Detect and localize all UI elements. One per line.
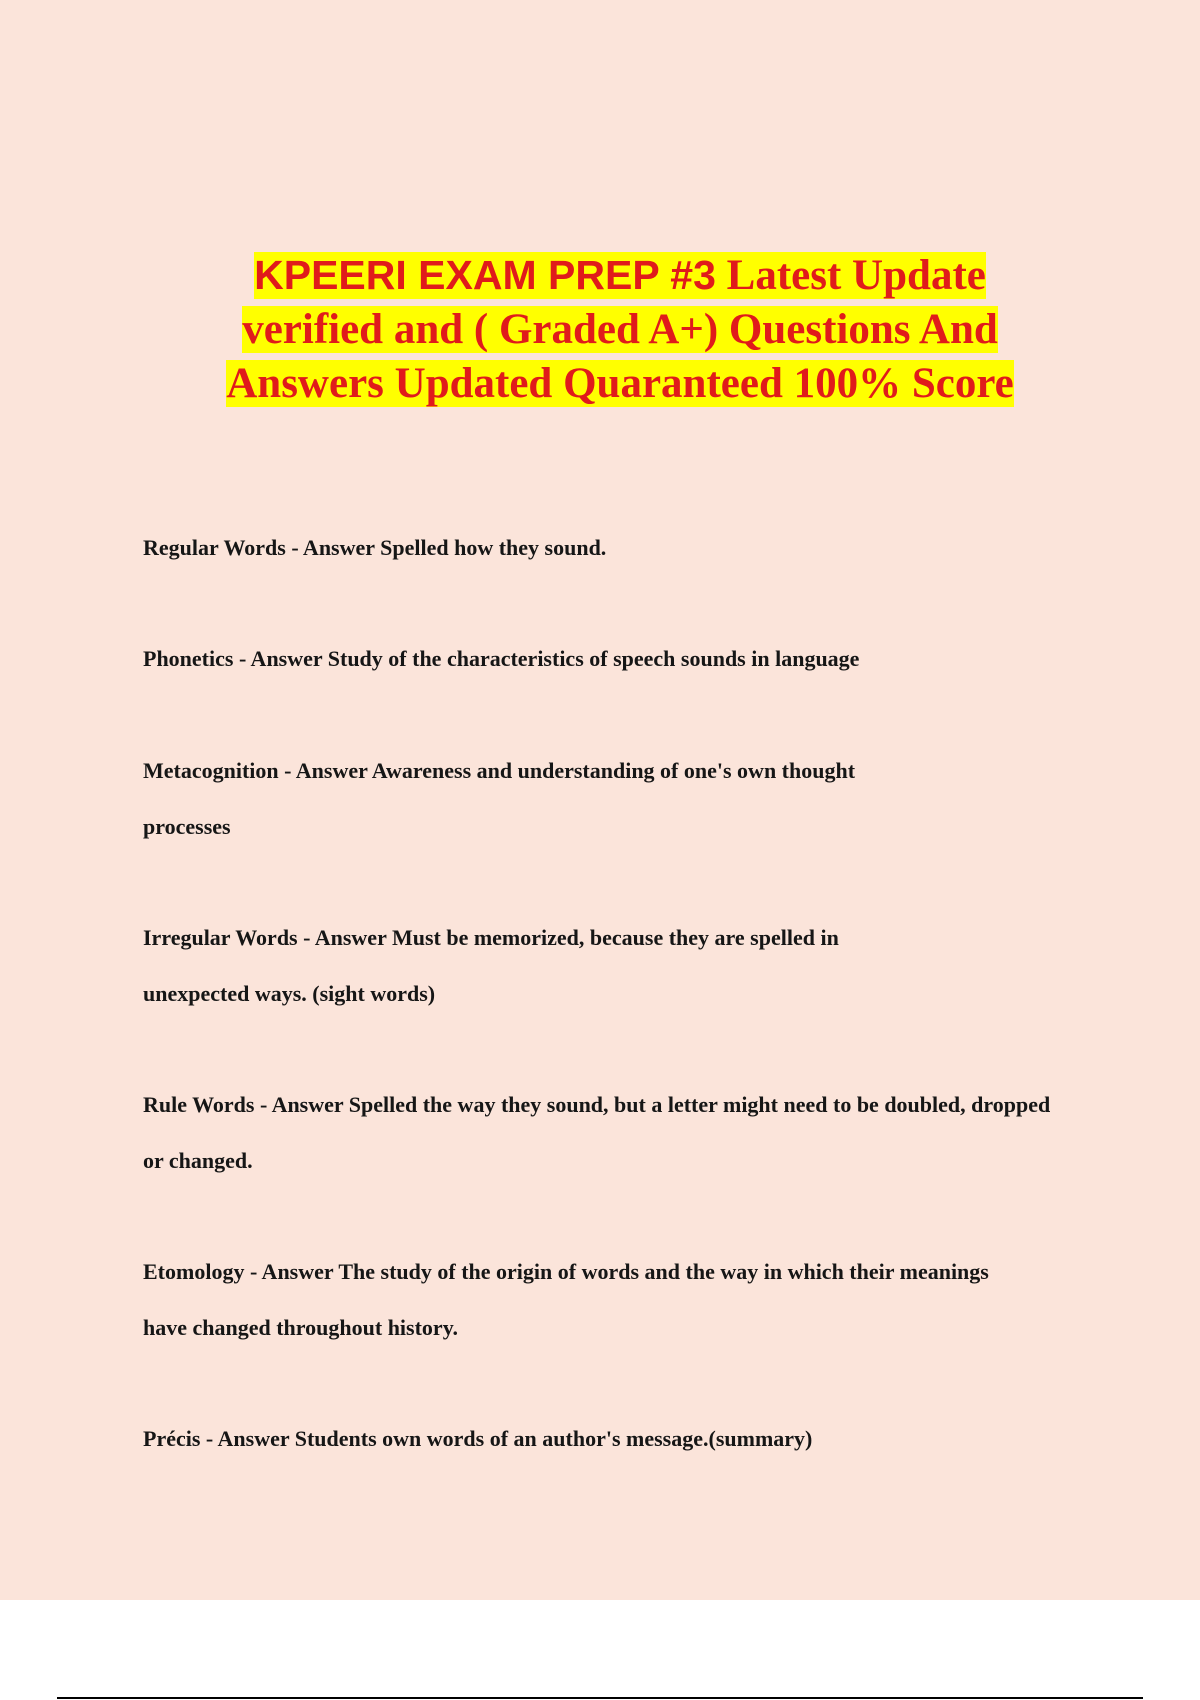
qa-item: Rule Words - Answer Spelled the way they sound, but a letter might need to be doubled, dropped or changed. <box>143 1092 1051 1173</box>
title-line-3-text: Answers Updated Quaranteed 100% Score <box>226 360 1014 407</box>
qa-item: Phonetics - Answer Study of the characteristics of speech sounds in language <box>143 646 860 671</box>
qa-item: Précis - Answer Students own words of an author's message.(summary) <box>143 1426 813 1451</box>
title-line-2-text: verified and ( Graded A+) Questions And <box>242 306 998 353</box>
title-line-3 <box>110 357 1130 411</box>
qa-item: Irregular Words - Answer Must be memorized, because they are spelled in unexpected ways. (sight words) <box>143 925 839 1006</box>
document-title <box>110 248 1130 411</box>
qa-item: Etomology - Answer The study of the origin of words and the way in which their meanings have changed throughout history. <box>143 1259 989 1340</box>
footer-divider <box>57 1697 1143 1699</box>
qa-item: Regular Words - Answer Spelled how they sound. <box>143 535 607 560</box>
title-exam-name: KPEERI EXAM PREP #3 <box>254 252 716 298</box>
title-line-1 <box>110 248 1130 303</box>
qa-item: Metacognition - Answer Awareness and understanding of one's own thought processes <box>143 758 856 839</box>
title-update-label: Latest Update <box>726 252 986 299</box>
title-line-2 <box>110 303 1130 357</box>
